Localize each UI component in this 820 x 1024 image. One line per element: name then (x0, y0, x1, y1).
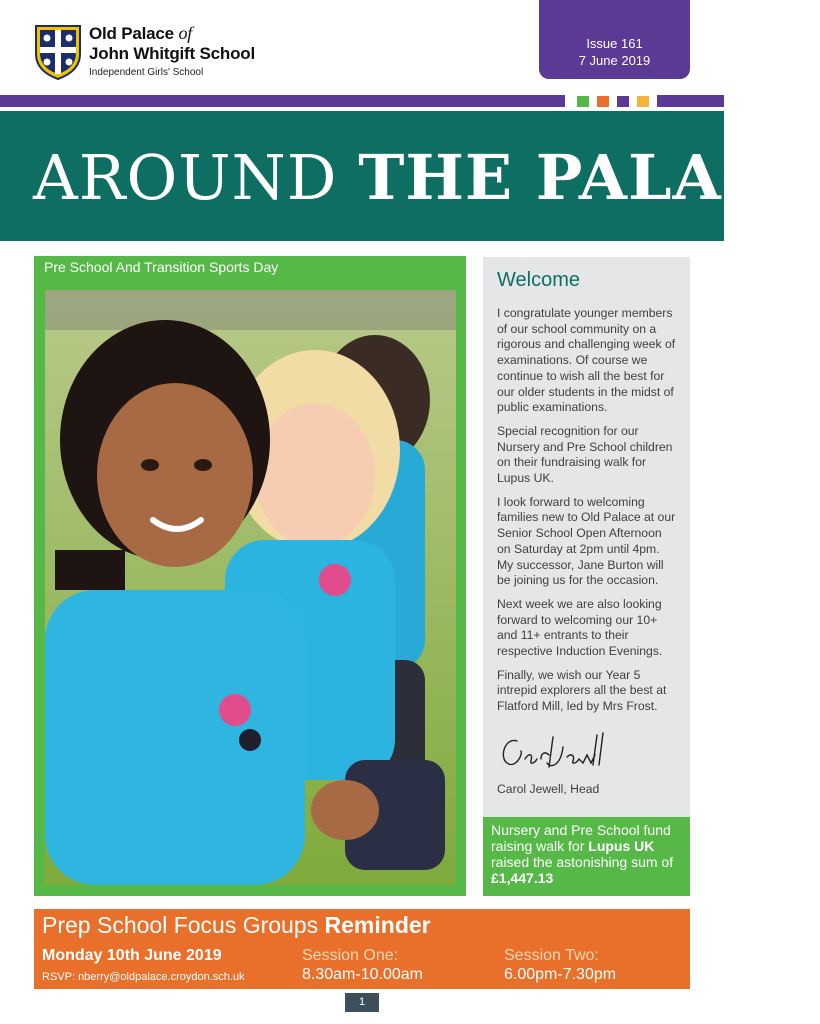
issue-tab (539, 0, 690, 79)
lupus-charity-name: Lupus UK (588, 838, 655, 854)
school-name-of: of (178, 23, 193, 43)
signature-icon (497, 729, 607, 775)
issue-date: 7 June 2019 (578, 53, 651, 68)
school-crest-icon (34, 24, 82, 80)
issue-number: Issue 161 (586, 36, 643, 51)
session-two-time: 6.00pm-7.30pm (504, 966, 617, 983)
page-number: 1 (345, 993, 379, 1012)
reminder-title-light: Prep School Focus Groups (42, 912, 325, 938)
school-name (89, 24, 255, 78)
title-light: AROUND (33, 141, 359, 214)
welcome-panel (483, 257, 690, 817)
signatory-name: Carol Jewell, Head (497, 781, 600, 796)
school-subtitle: Independent Girls' School (89, 67, 204, 78)
welcome-paragraph-5: Finally, we wish our Year 5 intrepid explorers all the best at Flatford Mill, led by Mrs Frost. (497, 667, 667, 714)
lupus-text-after: raised the astonishing sum of (491, 854, 674, 870)
session-two-label: Session Two: (504, 947, 599, 964)
school-name-line1: Old Palace (89, 24, 174, 43)
newsletter-title (33, 141, 820, 214)
school-name-line2: John Whitgift School (89, 44, 255, 63)
reminder-date: Monday 10th June 2019 (42, 947, 222, 964)
session-one-time: 8.30am-10.00am (302, 966, 423, 983)
masthead (0, 0, 724, 95)
orange-square-icon (597, 96, 609, 107)
welcome-paragraph-4: Next week we are also looking forward to welcoming our 10+ and 11+ entrants to their respective Induction Evenings. (497, 596, 663, 659)
welcome-paragraph-2: Special recognition for our Nursery and Pre School children on their fundraising walk for Lupus UK. (497, 423, 673, 486)
welcome-paragraph-3: I look forward to welcoming families new to Old Palace at our Senior School Open Afternoon on Saturday at 2pm until 4pm. My successor, Jane Burton will be joining us for the occasion. (497, 494, 676, 588)
reminder-title-bold: Reminder (324, 912, 431, 938)
rsvp-email[interactable]: RSVP: nberry@oldpalace.croydon.sch.uk (42, 971, 245, 983)
title-bold: THE PALACE (358, 141, 820, 214)
lupus-amount: £1,447.13 (491, 870, 554, 886)
photo-caption: Pre School And Transition Sports Day (44, 259, 279, 275)
welcome-heading: Welcome (497, 269, 580, 291)
children-photo-illustration (45, 290, 456, 885)
purple-square-icon (617, 96, 629, 107)
focus-groups-reminder (34, 909, 690, 989)
title-banner (0, 111, 820, 241)
yellow-square-icon (637, 96, 649, 107)
lupus-fundraising-box (483, 817, 690, 896)
lupus-text-before: Nursery and Pre School fund raising walk for (491, 822, 671, 854)
sports-day-photo (45, 290, 456, 885)
green-square-icon (577, 96, 589, 107)
session-one-label: Session One: (302, 947, 399, 964)
welcome-paragraph-1: I congratulate younger members of our school community on a rigorous and challenging week of examinations. Of course we continue to wish all the best for our older students in the midst of public examinations. (497, 306, 676, 415)
sports-day-panel (34, 256, 466, 896)
reminder-title (42, 912, 431, 939)
